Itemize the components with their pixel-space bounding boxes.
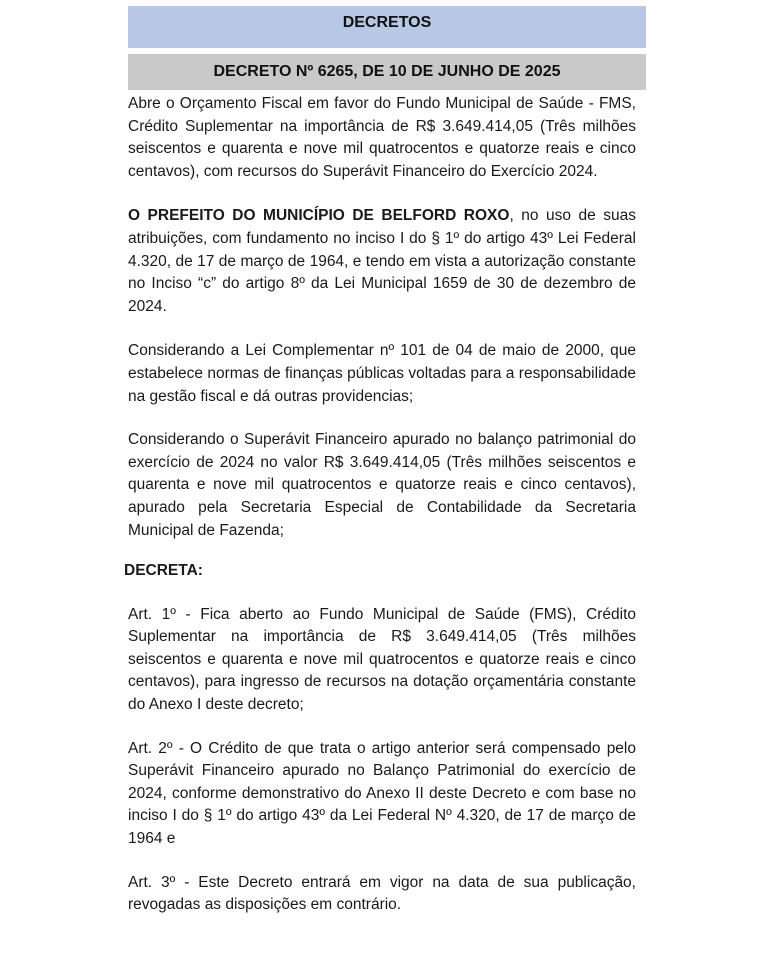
decree-body [124, 93, 636, 917]
decree-title: DECRETO Nº 6265, DE 10 DE JUNHO DE 2025 [213, 63, 561, 80]
article-paragraph: Art. 1º - Fica aberto ao Fundo Municipal de Saúde (FMS), Crédito Suplementar na importância de R$ 3.649.414,05 (Três milhões seiscentos e quarenta e nove mil quatrocentos e quatorze reais e cinco centavos), para ingresso de recursos na dotação orçamentária constante do Anexo I deste decreto; [128, 605, 636, 714]
preamble-text: , no uso de suas atribuições, com fundamento no inciso I do § 1º do artigo 43º Lei Federal 4.320, de 17 de março de 1964, e tendo em vista a autorização constante no Inciso “c” do artigo 8º da Lei Municipal 1659 de 30 de dezembro de 2024. [128, 207, 636, 315]
article-paragraph: Art. 3º - Este Decreto entrará em vigor na data de sua publicação, revogadas as disposições em contrário. [128, 873, 636, 914]
ementa-paragraph: Abre o Orçamento Fiscal em favor do Fundo Municipal de Saúde - FMS, Crédito Suplementar na importância de R$ 3.649.414,05 (Três milhões seiscentos e quarenta e nove mil quatrocentos e quatorze reais e cinco centavos), com recursos do Superávit Financeiro do Exercício 2024. [128, 95, 636, 180]
section-title: DECRETOS [342, 14, 432, 31]
decree-title-banner [128, 54, 646, 90]
decreta-heading: DECRETA: [124, 562, 203, 580]
section-title-banner [128, 6, 646, 48]
preamble-bold-lead: O PREFEITO DO MUNICÍPIO DE BELFORD ROXO [128, 207, 510, 225]
preamble-paragraph [128, 205, 636, 318]
considerando-paragraph: Considerando a Lei Complementar nº 101 de 04 de maio de 2000, que estabelece normas de finanças públicas voltadas para a responsabilidade na gestão fiscal e dá outras providencias; [128, 342, 636, 405]
considerando-paragraph: Considerando o Superávit Financeiro apurado no balanço patrimonial do exercício de 2024 no valor R$ 3.649.414,05 (Três milhões seiscentos e quarenta e nove mil quatrocentos e quatorze reais e cinco centavos), apurado pela Secretaria Especial de Contabilidade da Secretaria Municipal de Fazenda; [128, 431, 636, 539]
article-paragraph: Art. 2º - O Crédito de que trata o artigo anterior será compensado pelo Superávit Financeiro apurado no Balanço Patrimonial do exercício de 2024, conforme demonstrativo do Anexo II deste Decreto e com base no inciso I do § 1º do artigo 43º da Lei Federal Nº 4.320, de 17 de março de 1964 e [128, 739, 636, 848]
